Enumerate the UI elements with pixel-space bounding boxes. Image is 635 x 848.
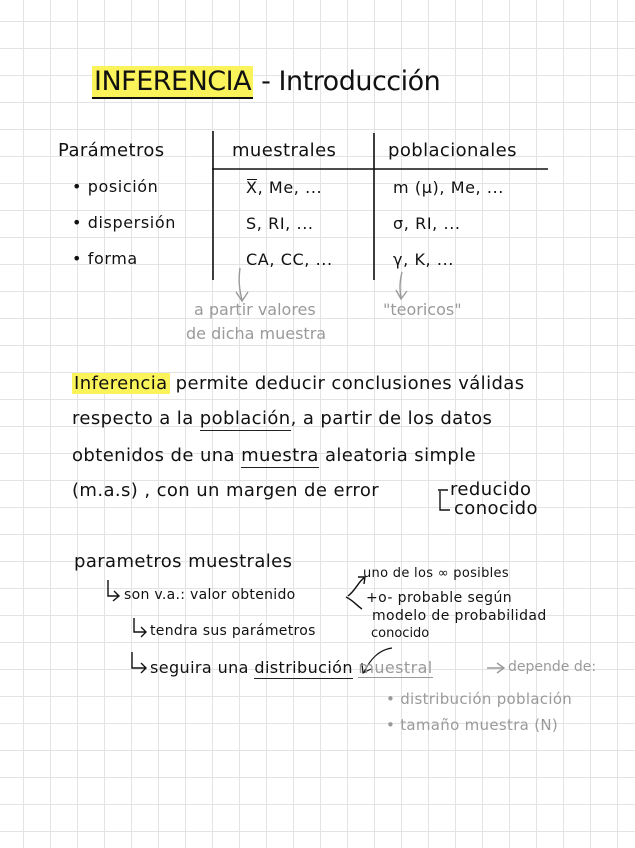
parametros-line-2: tendra sus parámetros — [150, 623, 316, 639]
table-row-label: • posición — [72, 177, 159, 196]
parametros-line-3: seguira una distribución muestral — [150, 658, 433, 677]
error-branch-reducido: reducido — [450, 479, 532, 500]
table-cell-muestral: CA, CC, ... — [246, 250, 333, 269]
note-poblacional: "teoricos" — [383, 300, 462, 319]
arrow-depende — [487, 663, 504, 673]
table-row-label: • dispersión — [72, 213, 176, 232]
underlined-distribucion: distribución — [254, 658, 353, 677]
depende-label: depende de: — [508, 659, 597, 675]
x-bar-symbol: X — [246, 178, 258, 197]
note-arrow-muestral — [236, 268, 248, 301]
table-col1-header: muestrales — [232, 140, 337, 161]
table-cell-muestral — [246, 178, 322, 197]
note-muestral-line2: de dicha muestra — [186, 324, 327, 343]
cell-rest: , Me, ... — [257, 178, 323, 197]
title-dash: - — [261, 66, 271, 97]
table-cell-poblacional: σ, RI, ... — [393, 214, 461, 233]
definition-line-1: Inferencia permite deducir conclusiones válidas — [74, 373, 525, 394]
definition-line-2: respecto a la población, a partir de los datos — [72, 408, 493, 429]
underlined-muestral: muestral — [358, 658, 433, 677]
va-line: son v.a.: valor obtenido — [124, 587, 296, 603]
table-cell-poblacional: γ, K, ... — [393, 250, 454, 269]
depende-item-1: • distribución población — [386, 690, 573, 708]
va-branch-3: modelo de probabilidad — [372, 608, 547, 624]
table-row-header: Parámetros — [58, 140, 165, 161]
va-branch-4: conocido — [371, 626, 430, 641]
hook-parametros — [134, 618, 146, 637]
table-cell-poblacional: m (μ), Me, ... — [393, 178, 504, 197]
table-col2-header: poblacionales — [388, 140, 517, 161]
hook-distribucion — [132, 652, 146, 673]
table-cell-muestral: S, RI, ... — [246, 214, 314, 233]
note-muestral-line1: a partir valores — [194, 300, 316, 319]
hook-va — [108, 580, 119, 601]
definition-term: Inferencia — [74, 373, 168, 394]
branch-va — [346, 577, 365, 609]
underlined-poblacion: población — [199, 408, 291, 429]
va-branch-1: uno de los ∞ posibles — [363, 566, 509, 581]
title-main: INFERENCIA — [94, 66, 252, 97]
table-row-label: • forma — [72, 249, 138, 268]
note-arrow-poblacional — [396, 272, 407, 299]
branch-error — [438, 490, 450, 510]
va-branch-2: +o- probable según — [366, 590, 513, 606]
definition-line-4: (m.a.s) , con un margen de error — [72, 480, 380, 501]
definition-line-3: obtenidos de una muestra aleatoria simple — [72, 445, 477, 466]
underlined-muestra: muestra — [241, 445, 319, 466]
error-branch-conocido: conocido — [454, 498, 538, 519]
depende-item-2: • tamaño muestra (N) — [386, 716, 559, 734]
title-sub: Introducción — [278, 66, 441, 97]
section-heading: parametros muestrales — [74, 551, 293, 572]
